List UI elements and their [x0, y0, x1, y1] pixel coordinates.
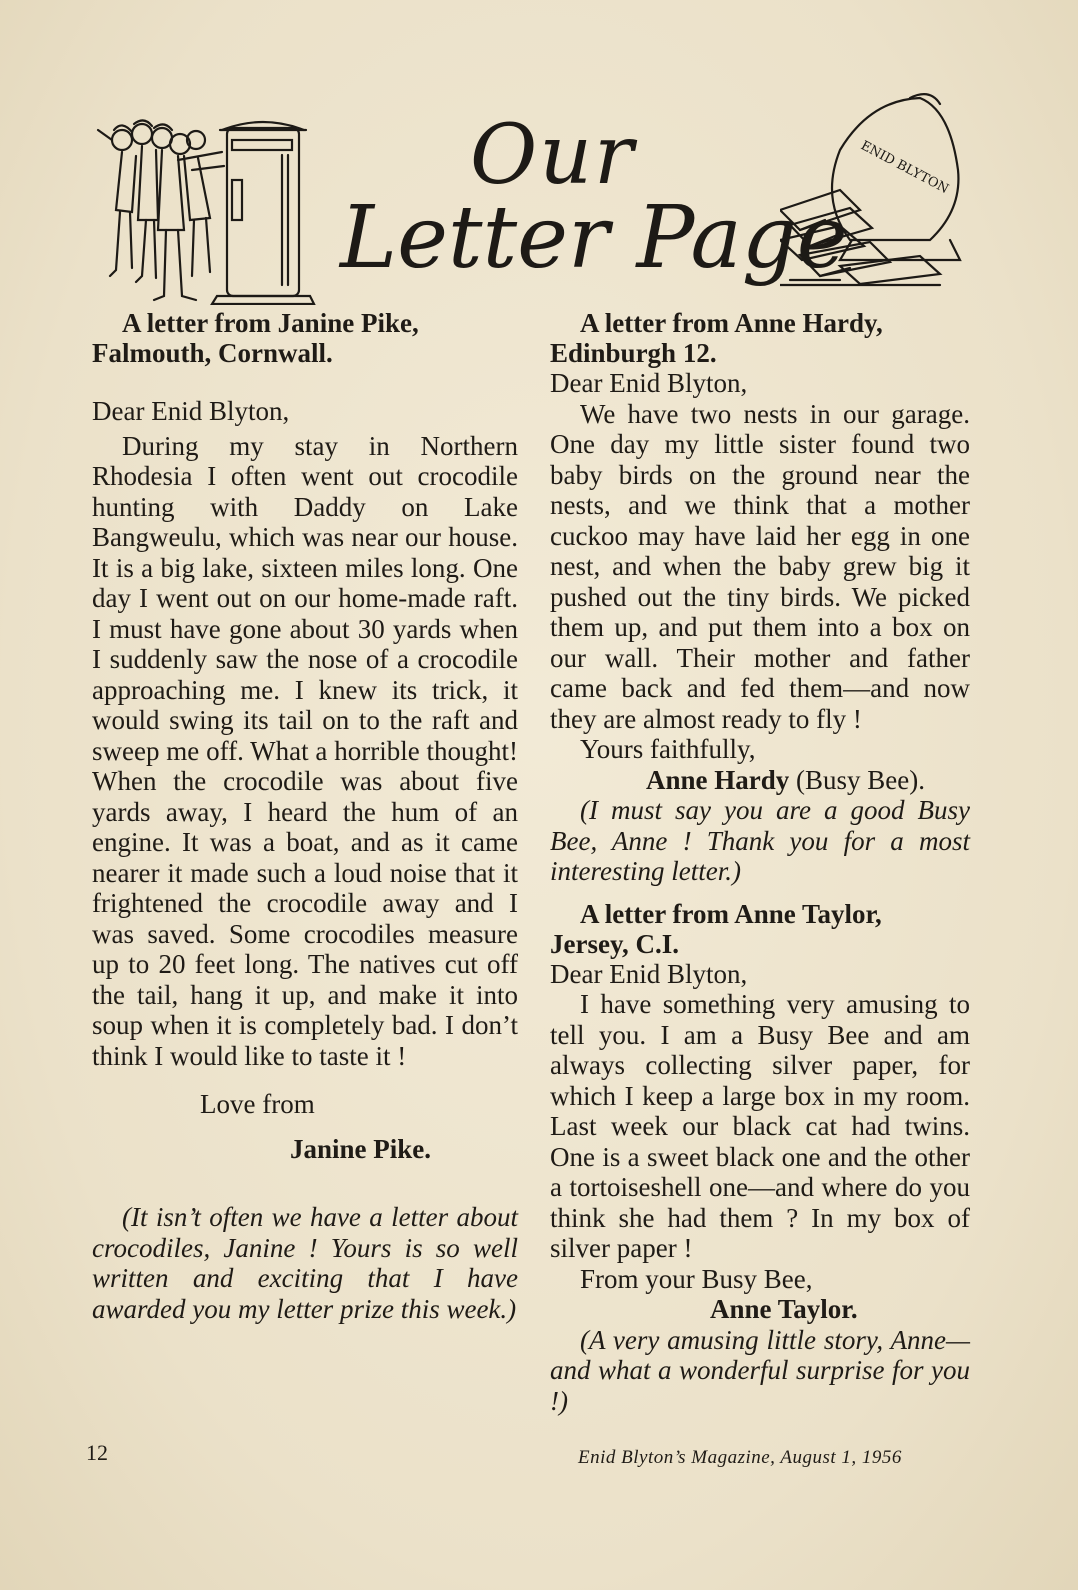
page-number: 12	[86, 1440, 108, 1465]
title-our: Our	[470, 108, 636, 203]
letter-signature: Anne Taylor.	[710, 1294, 858, 1324]
letter-signature-suffix: (Busy Bee).	[789, 764, 926, 795]
letter-heading-location: Falmouth, Cornwall.	[92, 338, 333, 368]
letter-signature-line	[550, 765, 970, 796]
left-column	[92, 308, 518, 1324]
page-header	[90, 90, 990, 310]
letter-salutation: Dear Enid Blyton,	[92, 396, 290, 426]
letter-heading-line1: A letter from Anne Taylor,	[580, 898, 882, 929]
letter-heading	[92, 308, 518, 338]
title-letter-page: Letter Page	[340, 188, 848, 288]
letter-heading	[550, 308, 970, 338]
letter-closing: Yours faithfully,	[580, 734, 756, 764]
letter-body: I have something very amusing to tell you. I am a Busy Bee and am always collecting silver paper, for which I keep a large box in my room. Last week our black cat had twins. One is a sweet black one and the other a tortoiseshell one—and where do you think she had them ? In my box of silver paper !	[550, 989, 970, 1263]
letter-heading-line1: A letter from Janine Pike,	[122, 308, 419, 338]
editor-note: (I must say you are a good Busy Bee, Anne ! Thank you for a most interesting letter.)	[550, 795, 970, 886]
sack-label: ENID BLYTON	[858, 138, 951, 198]
right-column	[550, 308, 970, 1416]
letter-closing: Love from	[200, 1089, 315, 1119]
editor-note: (A very amusing little story, Anne—and what a wonderful surprise for you !)	[550, 1324, 970, 1416]
letter-body: During my stay in Northern Rhodesia I often went out crocodile hunting with Daddy on Lake Bangweulu, which was near our house. It is a big lake, sixteen miles long. One day I went out on our home-made raft. I must have gone about 30 yards when I suddenly saw the nose of a crocodile approaching me. I knew its trick, it would swing its tail on to the raft and sweep me off. What a horrible thought! When the crocodile was about five yards away, I heard the hum of an engine. It was a boat, and as it came nearer it made such a loud noise that it frightened the crocodile away and I was saved. Some crocodiles measure up to 20 feet long. The natives cut off the tail, hang it up, and make it into soup when it is completely bad. I don’t think I would like to taste it !	[92, 430, 518, 1071]
letter-signature: Janine Pike.	[290, 1133, 432, 1164]
letter-heading-location: Jersey, C.I.	[550, 928, 679, 959]
letter-heading	[550, 899, 970, 929]
letter-closing: From your Busy Bee,	[580, 1263, 813, 1294]
letter-body: We have two nests in our garage. One day my little sister found two baby birds on the ground near the nests, and we think that a mother cuckoo may have laid her egg in one nest, and when the baby grew big it pushed out the tiny birds. We picked them up, and put them into a box on our wall. Their mother and father came back and fed them—and now they are almost ready to fly !	[550, 398, 970, 734]
mail-sack-illustration	[780, 90, 990, 290]
letter-salutation: Dear Enid Blyton,	[550, 958, 748, 989]
letter-signature: Anne Hardy	[646, 764, 790, 795]
publication-line: Enid Blyton’s Magazine, August 1, 1956	[578, 1447, 902, 1468]
editor-note: (It isn’t often we have a letter about crocodiles, Janine ! Yours is so well written and exciting that I have awarded you my letter prize this week.)	[92, 1202, 518, 1324]
letter-heading-location: Edinburgh 12.	[550, 338, 717, 368]
letter-heading-line1: A letter from Anne Hardy,	[580, 308, 883, 338]
letter-salutation: Dear Enid Blyton,	[550, 368, 748, 398]
children-postbox-illustration	[92, 100, 322, 305]
